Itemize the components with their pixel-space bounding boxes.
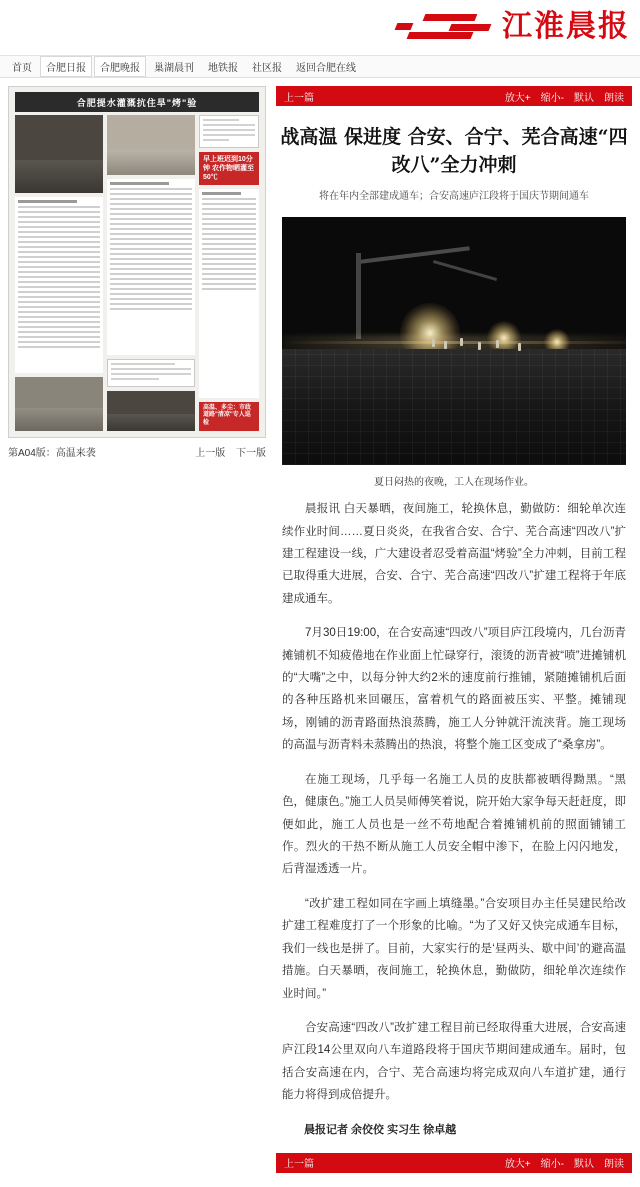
figure-caption: 夏日闷热的夜晚，工人在现场作业。 bbox=[374, 477, 534, 489]
article-body bbox=[282, 498, 626, 1137]
article-figure bbox=[282, 217, 626, 488]
newspaper-page-thumbnail[interactable] bbox=[8, 86, 266, 438]
article-photo bbox=[282, 217, 626, 465]
article-toolbar-bottom bbox=[276, 1153, 632, 1173]
page-preview-column bbox=[8, 86, 266, 1187]
road-surface bbox=[282, 349, 626, 466]
masthead bbox=[0, 0, 640, 56]
thumbnail-column-left bbox=[15, 115, 103, 431]
nav-item-community-paper[interactable]: 社区报 bbox=[252, 63, 282, 74]
worker-figure bbox=[432, 339, 435, 347]
zoom-in-button-bottom[interactable]: 放大+ bbox=[504, 1159, 531, 1171]
worker-figure bbox=[518, 343, 521, 351]
brand-swoosh-icon bbox=[394, 10, 504, 44]
page-label: 第A04版：高温来袭 bbox=[8, 448, 96, 459]
thumbnail-photo bbox=[15, 377, 103, 431]
thumbnail-text-block bbox=[107, 179, 195, 355]
thumbnail-column-right bbox=[199, 115, 259, 431]
article-subheadline: 将在年内全部建成通车；合安高速庐江段将于国庆节期间通车 bbox=[319, 191, 589, 203]
nav-item-home[interactable]: 首页 bbox=[12, 63, 32, 74]
thumbnail-columns bbox=[15, 115, 259, 431]
prev-page-link[interactable]: 上一版 bbox=[195, 448, 226, 459]
read-aloud-button-bottom[interactable]: 朗读 bbox=[604, 1159, 624, 1171]
worker-figure bbox=[496, 340, 499, 348]
article-column bbox=[276, 86, 632, 1187]
worker-figure bbox=[478, 342, 481, 350]
bottom-spacer bbox=[276, 1173, 632, 1187]
article-paragraph: 在施工现场，几乎每一名施工人员的皮肤都被晒得黝黑。“黑色，健康色。”施工人员吴师傅笑着说，院开始大家争每天赶赶度，即便如此，施工人员也是一丝不苟地配合着摊铺机前的照面铺铺工作。烈火的干热不断从施工人员安全帽中渗下，在脸上闪闪地发，后背湿透透一片。 bbox=[282, 773, 626, 876]
content-wrap bbox=[0, 78, 640, 1187]
nav-item-metro-paper[interactable]: 地铁报 bbox=[208, 63, 238, 74]
page-nav bbox=[187, 444, 266, 459]
nav-item-hefei-daily[interactable]: 合肥日报 bbox=[40, 56, 92, 77]
next-page-link[interactable]: 下一版 bbox=[236, 448, 266, 459]
thumbnail-side-box bbox=[107, 359, 195, 387]
page-preview-meta bbox=[8, 444, 266, 459]
zoom-out-button[interactable]: 缩小- bbox=[540, 92, 564, 104]
default-size-button[interactable]: 默认 bbox=[574, 92, 594, 104]
default-size-button-bottom[interactable]: 默认 bbox=[574, 1159, 594, 1171]
thumbnail-page-header: 合肥提水灌溉抗住旱"烤"验 bbox=[15, 92, 259, 112]
thumbnail-red-headline: 早上班迟到10分钟 农作物晒灌至50℃ bbox=[199, 152, 259, 185]
article-paragraph: 7月30日19:00，在合安高速“四改八”项目庐江段境内，几台沥青摊铺机不知疲倦地在作业面上忙碌穿行，滚烫的沥青被“喷”进摊铺机的“大嘴”之中，以每分钟大约2米的速度前行推铺，紧随摊铺机后面的各种压路机来回碾压，富着机气的路面被压实、平整。摊铺现场，刚铺的沥青路面热浪蒸腾，施工人分钟就汗流浃背。施工现场的高温与沥青料未蒸腾出的热浪，将整个施工区变成了“桑拿房”。 bbox=[282, 627, 626, 752]
prev-article-link-bottom[interactable]: 上一篇 bbox=[284, 1159, 314, 1171]
thumbnail-bottom-red-headline: 高温、多尘：市政道路"清凉"专人巡检 bbox=[199, 402, 259, 431]
article-paragraph: 合安高速“四改八”改扩建工程目前已经取得重大进展，合安高速庐江段14公里双向八车道路段将于国庆节期间建成通车。届时，包括合安高速在内，合宁、芜合高速均将完成双向八车道扩建，通行能力将得到成倍提升。 bbox=[282, 1021, 626, 1102]
font-size-tools bbox=[505, 89, 624, 104]
thumbnail-column-middle bbox=[107, 115, 195, 431]
thumbnail-text-block bbox=[15, 197, 103, 373]
article-paragraph: 晨报讯 白天暴晒，夜间施工，轮换休息，勤做防：细轮单次连续作业时间……夏日炎炎，在我省合安、合宁、芜合高速“四改八”扩建工程建设一线，广大建设者忍受着高温“烤验”全力冲刺，目前工程已取得重大进展，合安、合宁、芜合高速“四改八”扩建工程将于年底建成通车。 bbox=[282, 503, 626, 605]
thumbnail-top-box bbox=[199, 115, 259, 148]
nav-item-chaohu-journal[interactable]: 巢湖晨刊 bbox=[154, 63, 194, 74]
font-size-tools-bottom bbox=[505, 1155, 624, 1170]
thumbnail-photo bbox=[107, 115, 195, 175]
zoom-out-button-bottom[interactable]: 缩小- bbox=[540, 1159, 564, 1171]
read-aloud-button[interactable]: 朗读 bbox=[604, 92, 624, 104]
crane-mast bbox=[356, 253, 361, 339]
zoom-in-button[interactable]: 放大+ bbox=[504, 92, 531, 104]
top-navigation bbox=[0, 56, 640, 78]
thumbnail-text-block bbox=[199, 189, 259, 397]
article-headline: 战高温 保进度 合安、合宁、芜合高速“四改八”全力冲刺 bbox=[280, 126, 628, 176]
thumbnail-photo bbox=[15, 115, 103, 193]
thumbnail-photo bbox=[107, 391, 195, 431]
nav-item-hefei-evening[interactable]: 合肥晚报 bbox=[94, 56, 146, 77]
worker-figure bbox=[444, 341, 447, 349]
article-toolbar-top bbox=[276, 86, 632, 106]
crane-arm bbox=[360, 246, 470, 263]
worker-figure bbox=[460, 338, 463, 346]
crane-arm-secondary bbox=[433, 260, 497, 281]
prev-article-link[interactable]: 上一篇 bbox=[284, 92, 314, 104]
site-brand-title: 江淮晨报 bbox=[502, 9, 630, 44]
horizon-line bbox=[282, 341, 626, 344]
article-paragraph: “改扩建工程如同在字画上填缝墨。”合安项目办主任吴建民给改扩建工程难度打了一个形象的比喻。“为了又好又快完成通车目标，我们一线也是拼了。目前，大家实行的是‘昼两头、歇中间’的避高温措施。白天暴晒，夜间施工，轮换休息，勤做防，细轮单次连续作业时间。” bbox=[282, 897, 626, 1000]
article-byline: 晨报记者 余佼佼 实习生 徐卓越 bbox=[304, 1123, 457, 1136]
nav-item-return-hefei-online[interactable]: 返回合肥在线 bbox=[296, 63, 356, 74]
